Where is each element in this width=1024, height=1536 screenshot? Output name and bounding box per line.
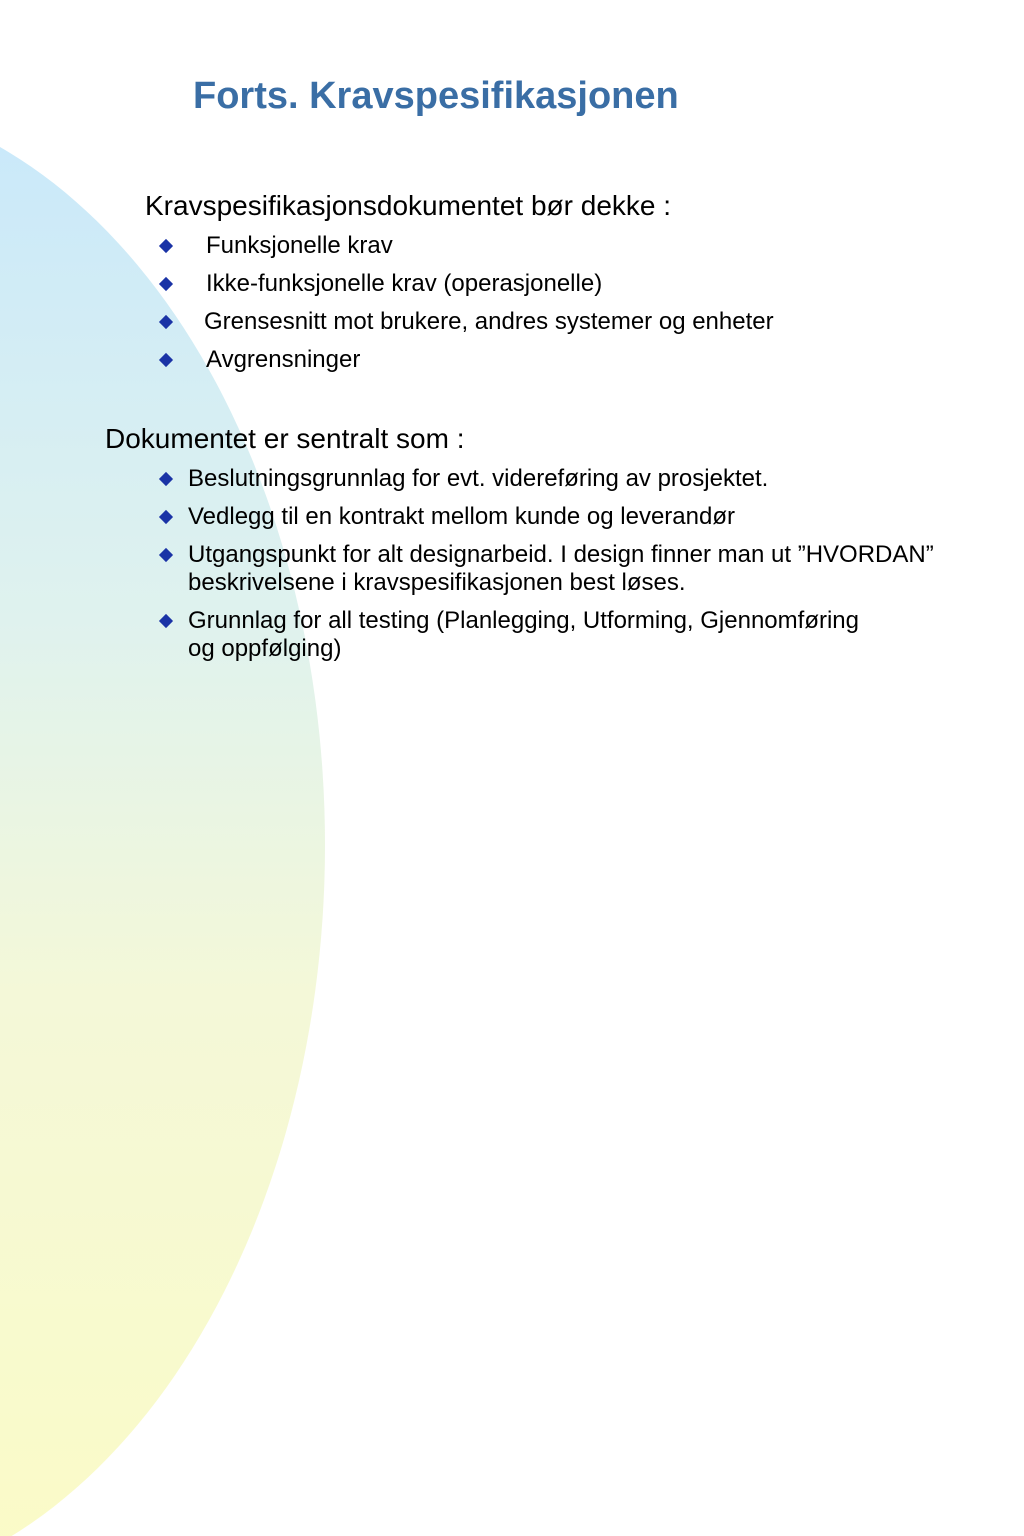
diamond-bullet-icon xyxy=(159,239,173,253)
section2-heading: Dokumentet er sentralt som : xyxy=(105,423,465,454)
list-item-text: Grensesnitt mot brukere, andres systemer og enheter xyxy=(204,308,774,335)
list-item-text: Grunnlag for all testing (Planlegging, Utforming, Gjennomføring og oppfølging) xyxy=(188,607,859,662)
diamond-bullet-icon xyxy=(159,353,173,367)
list-item-text: Utgangspunkt for alt designarbeid. I design finner man ut ”HVORDAN” beskrivelsene i kravspesifikasjonen best løses. xyxy=(188,541,934,596)
list-item-text: Beslutningsgrunnlag for evt. videreføring av prosjektet. xyxy=(188,465,769,492)
section2-list xyxy=(158,465,978,673)
list-item xyxy=(158,541,948,597)
section1-list xyxy=(158,232,774,384)
diamond-bullet-icon xyxy=(159,510,173,524)
slide-title: Forts. Kravspesifikasjonen xyxy=(193,75,679,117)
list-item-text: Vedlegg til en kontrakt mellom kunde og leverandør xyxy=(188,503,735,530)
list-item xyxy=(158,346,774,384)
list-item xyxy=(158,270,774,308)
diamond-bullet-icon xyxy=(159,548,173,562)
list-item-text: Ikke-funksjonelle krav (operasjonelle) xyxy=(206,270,603,297)
section1-heading: Kravspesifikasjonsdokumentet bør dekke : xyxy=(145,190,672,221)
list-item xyxy=(158,607,878,663)
list-item-text: Avgrensninger xyxy=(206,346,361,373)
list-item xyxy=(158,503,978,531)
list-item-text: Funksjonelle krav xyxy=(206,232,393,259)
list-item xyxy=(158,465,978,493)
diamond-bullet-icon xyxy=(159,472,173,486)
list-item xyxy=(158,308,774,346)
list-item xyxy=(158,232,774,270)
diamond-bullet-icon xyxy=(159,614,173,628)
diamond-bullet-icon xyxy=(159,277,173,291)
diamond-bullet-icon xyxy=(159,315,173,329)
